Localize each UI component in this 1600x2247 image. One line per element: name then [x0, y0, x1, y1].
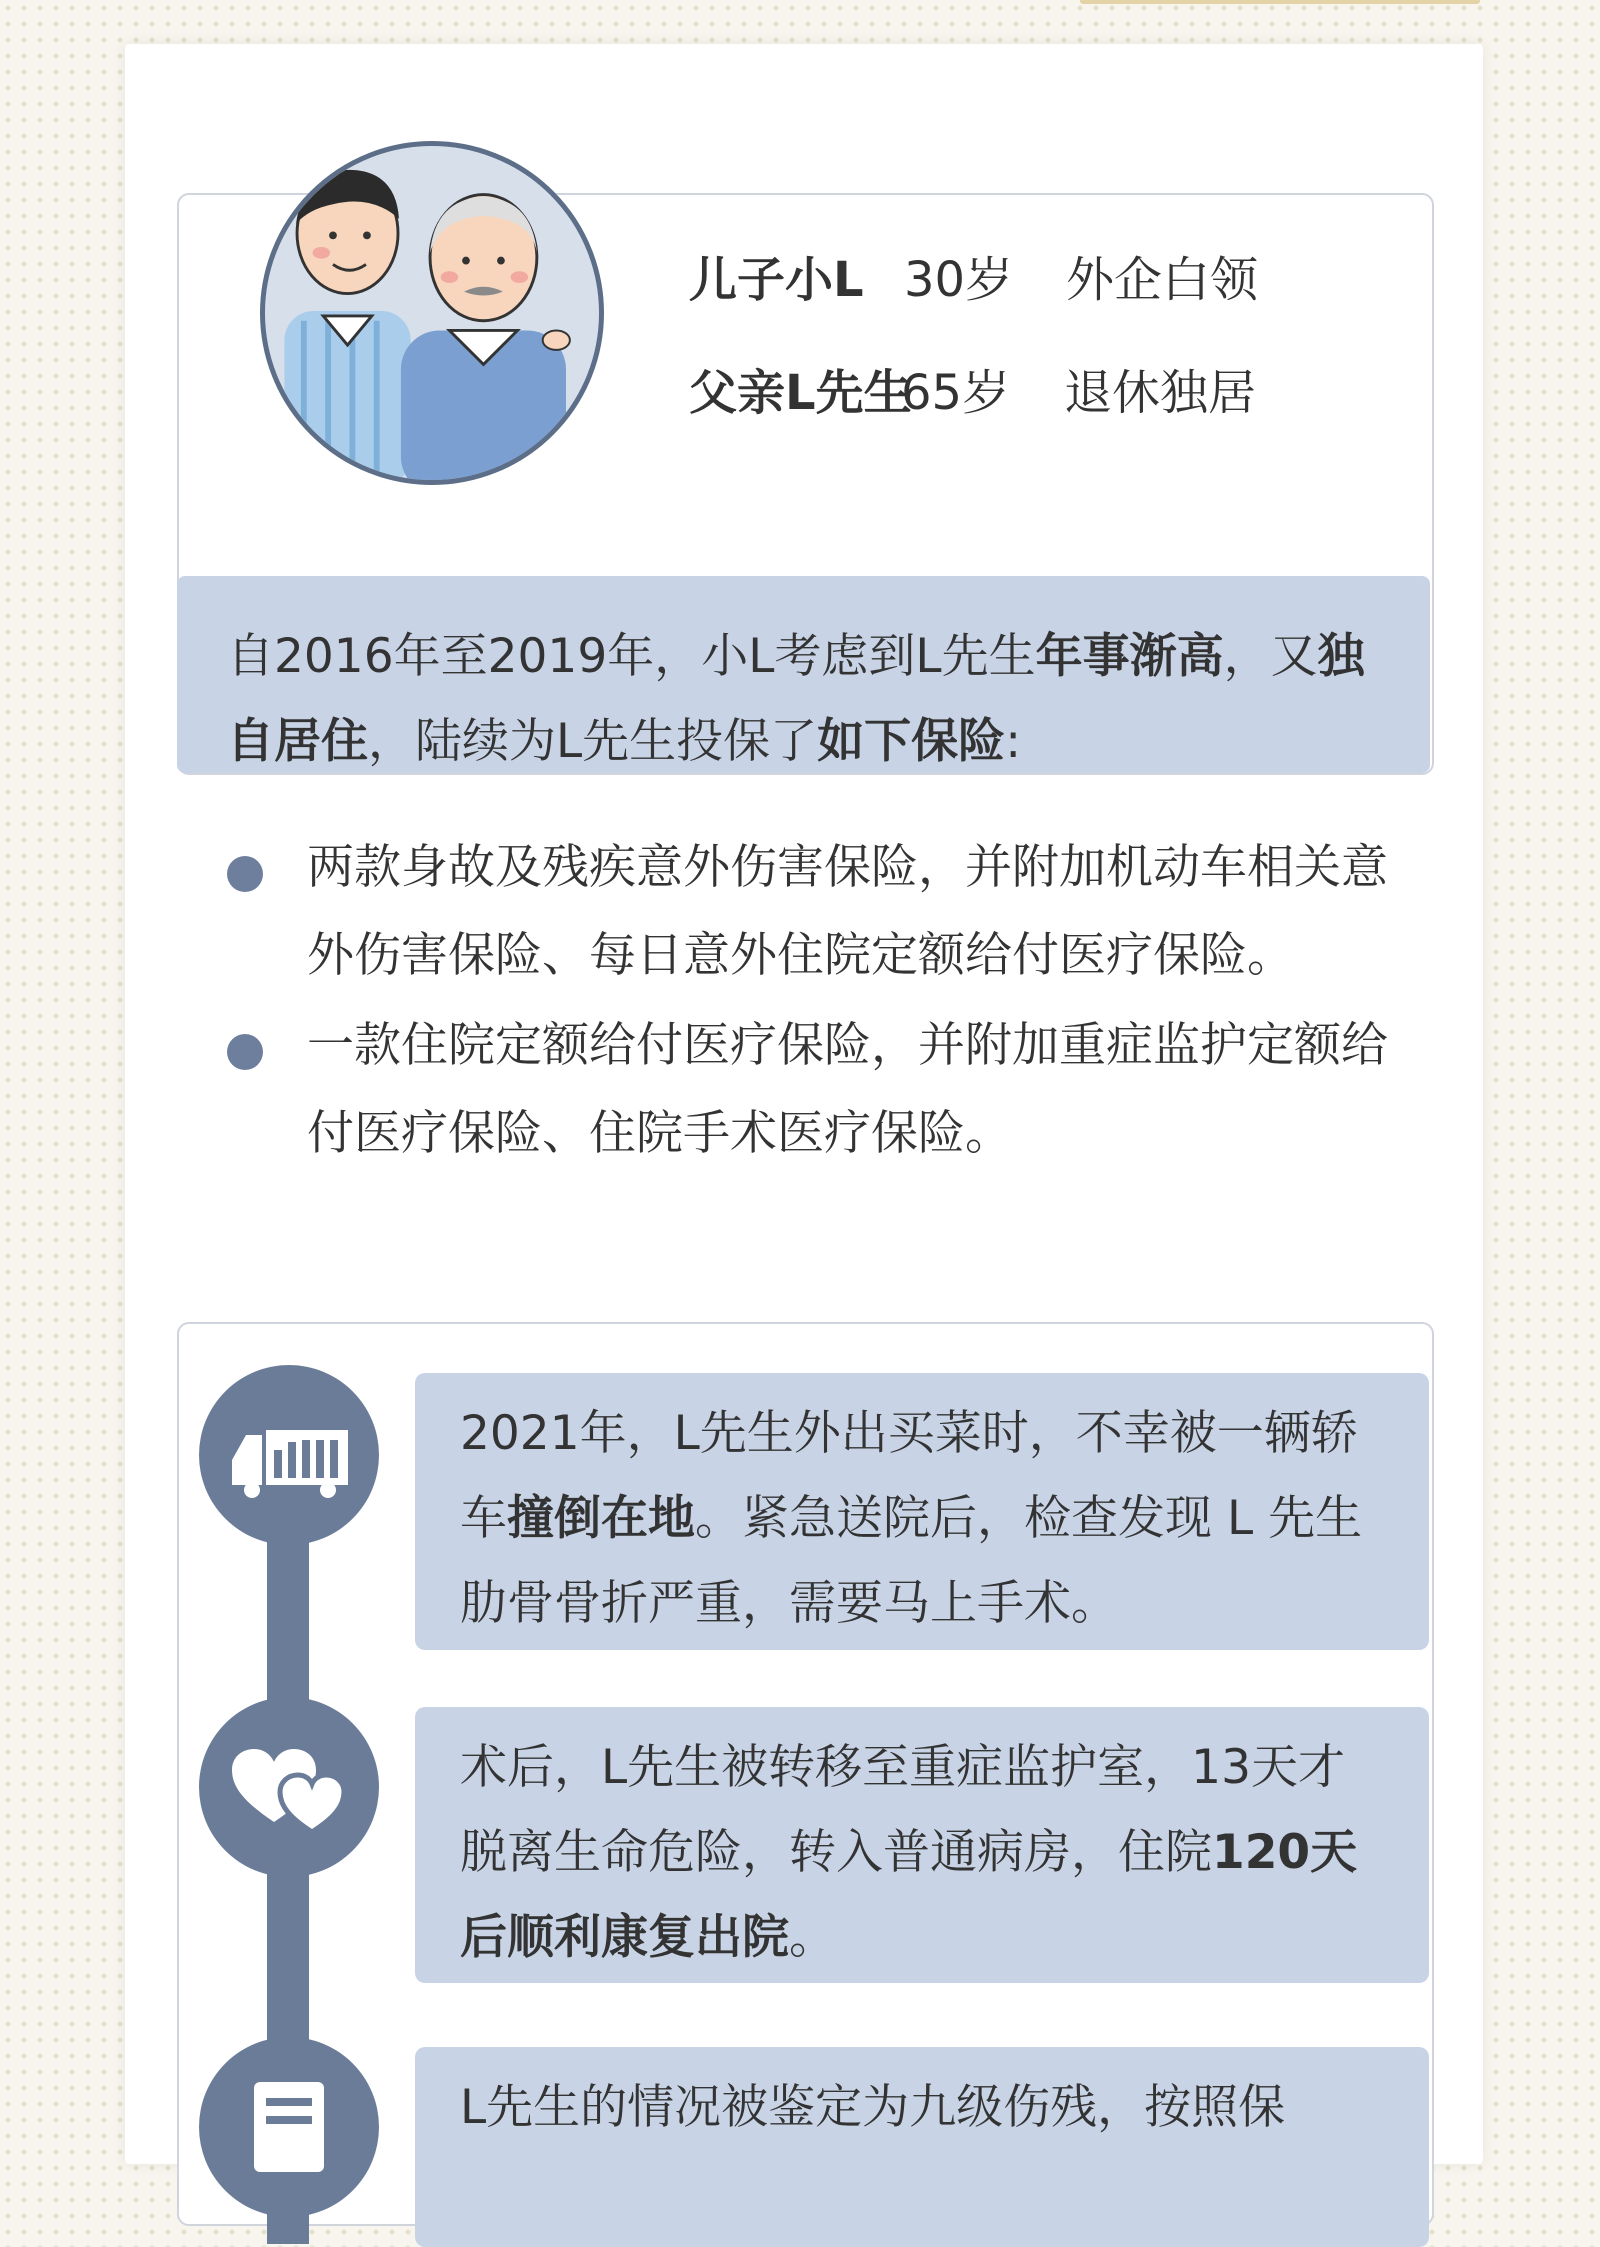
list-item-text: 两款身故及残疾意外伤害保险，并附加机动车相关意外伤害保险、每日意外住院定额给付医疗保险。 — [307, 840, 1388, 983]
intro-paragraph — [177, 576, 1430, 773]
family-illustration — [260, 141, 604, 485]
timeline-card — [177, 1322, 1434, 2226]
hearts-icon — [199, 1697, 379, 1877]
list-item-text: 一款住院定额给付医疗保险，并附加重症监护定额给付医疗保险、住院手术医疗保险。 — [307, 1018, 1388, 1161]
intro-text-1: 自2016年至2019年，小L考虑到L先生 — [227, 629, 1036, 684]
father-name: 父亲L先生 — [689, 365, 912, 421]
list-item — [177, 824, 1430, 1000]
event-text: 。紧急送院后，检查发现 L 先生肋骨骨折严重，需要马上手术。 — [460, 1491, 1363, 1631]
list-item — [177, 1002, 1430, 1178]
intro-text-4: : — [1005, 714, 1022, 769]
father-age: 65岁 — [901, 365, 1011, 421]
top-accent-bar — [1080, 0, 1480, 4]
document-icon — [199, 2037, 379, 2217]
timeline-event-accident — [415, 1373, 1429, 1650]
event-text: 。 — [789, 1910, 836, 1965]
bullet-dot-icon — [227, 1034, 263, 1070]
son-job: 外企白领 — [1066, 252, 1259, 308]
son-name: 儿子小L — [689, 252, 864, 308]
event-text: 术后，L先生被转移至重症监护室，13天才脱离生命危险，转入普通病房，住院 — [460, 1740, 1345, 1880]
event-text: 2021年，L先生外出买菜时，不幸被一辆轿车 — [460, 1406, 1358, 1546]
father-job: 退休独居 — [1064, 365, 1257, 421]
son-age: 30岁 — [904, 252, 1014, 308]
event-text: L先生的情况被鉴定为九级伤残，按照保 — [460, 2080, 1286, 2135]
timeline-event-recovery — [415, 1707, 1429, 1983]
event-bold: 120天后顺利康复出院 — [460, 1825, 1358, 1965]
intro-bold-2: 独自居住 — [227, 629, 1365, 769]
timeline-event-disability — [415, 2047, 1429, 2247]
son-and-father-illustration-icon — [265, 146, 599, 480]
insurance-list — [177, 824, 1430, 1178]
profile-card — [177, 193, 1434, 775]
intro-bold-3: 如下保险 — [817, 714, 1006, 769]
intro-text-2: ，又 — [1223, 629, 1318, 684]
event-bold: 撞倒在地 — [507, 1491, 695, 1546]
bullet-dot-icon — [227, 856, 263, 892]
intro-bold-1: 年事渐高 — [1035, 629, 1224, 684]
ambulance-icon — [199, 1365, 379, 1545]
article-page — [125, 44, 1483, 2164]
intro-text-3: ，陆续为L先生投保了 — [368, 714, 818, 769]
